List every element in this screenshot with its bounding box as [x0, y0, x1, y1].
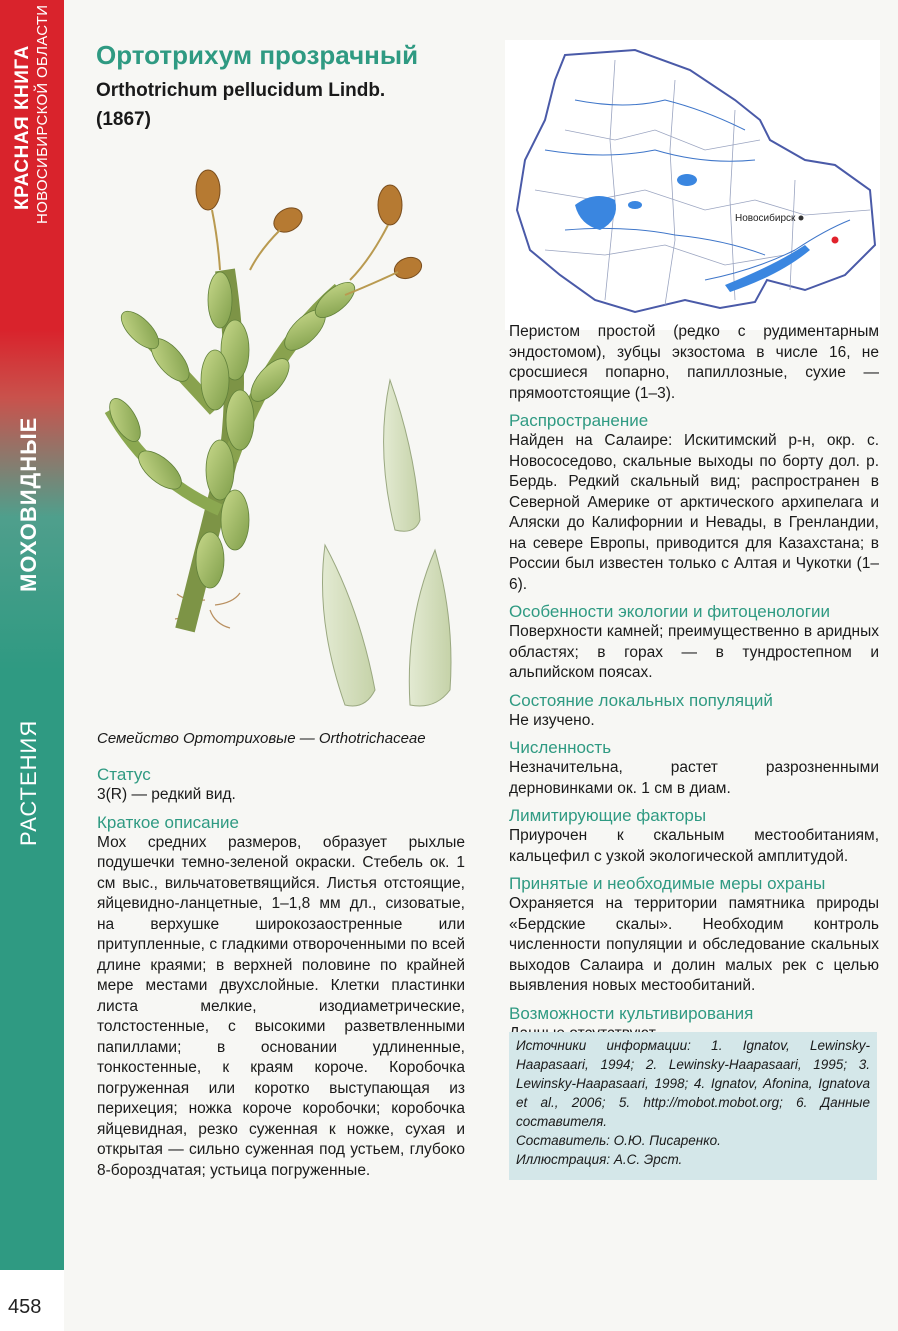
- description-heading: Краткое описание: [97, 812, 239, 832]
- right-column: [509, 322, 879, 1044]
- moss-capsules: [196, 170, 425, 282]
- abundance-text: Незначительна, растет разрозненными дерновинками ок. 1 см в диам.: [509, 759, 879, 797]
- illustration-caption: [97, 730, 426, 747]
- description-continued: Перистом простой (редко с рудиментарным эндостомом), зубцы экзостома в числе 16, не сросшиеся попарно, папиллозные, сухие — прямоотстоящие (1–3).: [509, 323, 879, 402]
- status-text: 3(R) — редкий вид.: [97, 786, 236, 803]
- latin-name: Orthotrichum pellucidum Lindb.: [96, 80, 386, 101]
- page-number: 458: [8, 1296, 42, 1318]
- species-title: Ортотрихум прозрачный: [96, 40, 419, 70]
- sources-box: [509, 1032, 877, 1180]
- distribution-text: Найден на Салаире: Искитимский р-н, окр. с. Новососедово, скальные выходы по борту дол. р. Бердь. Редкий скальный вид; распространен в Северной Америке от арктического архипелага и Аляски до Калифорнии и Невады, в Гренландии, на севере Европы, приводится для Казахстана; в России был известен только с Алтая и Чукотки (1–6).: [509, 432, 879, 593]
- ecology-text: Поверхности камней; преимущественно в аридных областях; в горах — в тундростепном и альпийском поясах.: [509, 623, 879, 681]
- sources-text: Источники информации: 1. Ignatov, Lewinsky-Haapasaari, 1994; 2. Lewinsky-Haapasaari, 1995; 3. Lewinsky-Haapasaari, 1998; 4. Ignatov, Afonina, Ignatova et al., 2006; 5. http://mobot.mobot.org; 6. Данные составителя.: [516, 1038, 870, 1129]
- protection-heading: Принятые и необходимые меры охраны: [509, 874, 826, 893]
- illustrator-text: Иллюстрация: А.С. Эрст.: [516, 1152, 683, 1167]
- population-heading: Состояние локальных популяций: [509, 690, 773, 710]
- region-map: [505, 40, 880, 330]
- locality-marker: [832, 237, 839, 244]
- leaf-details: [323, 380, 452, 706]
- limiting-factors-text: Приурочен к скальным местообитаниям, кальцефил с узкой экологической амплитудой.: [509, 827, 879, 865]
- latin-year: (1867): [96, 109, 151, 130]
- ecology-heading: Особенности экологии и фитоценологии: [509, 602, 830, 621]
- status-heading: Статус: [97, 765, 151, 784]
- kingdom-name: РАСТЕНИЯ: [16, 719, 41, 846]
- moss-illustration: [90, 150, 490, 725]
- book-title: КРАСНАЯ КНИГА: [12, 45, 33, 210]
- limiting-factors-heading: Лимитирующие факторы: [509, 806, 707, 825]
- sidebar: [0, 0, 64, 1331]
- novosibirsk-marker: [799, 216, 804, 221]
- cultivation-heading: Возможности культивирования: [509, 1003, 754, 1023]
- protection-text: Охраняется на территории памятника природы «Бердские скалы». Необходим контроль численности популяции и обследование скальных выходов Салаира и долин малых рек с целью выявления новых местообитаний.: [509, 895, 879, 994]
- city-label: Новосибирск: [735, 213, 796, 224]
- population-text: Не изучено.: [509, 711, 595, 729]
- caption-family-ru: Семейство Ортотриховые —: [97, 730, 319, 747]
- species-latin-name: [96, 76, 496, 134]
- left-column: [97, 764, 465, 1181]
- moss-setae: [212, 210, 398, 295]
- caption-family-latin: Orthotrichaceae: [318, 730, 426, 747]
- description-text: Мох средних размеров, образует рыхлые подушечки темно-зеленой окраски. Стебель ок. 1 см выс., вильчатоветвящийся. Листья отстоящие, яйцевидно-ланцетные, 1–1,8 мм дл., сизоватые, на верхушке широкозаостренные или притупленные, с гладкими отвороченными по всей длине краями; в верхней половине по крайней мере местами двухслойные. Клетки пластинки листа мелкие, изодиаметрические, толстостенные, с высокими разветвленными папиллами; в основании удлиненные, тонкостенные, к краям короче. Коробочка погруженная или коротко выступающая из перихеция; ножка короче коробочки; коробочка яйцевидная, резко суженная к ножке, сухая и открытая — сильно суженная под устьем, глубоко 8-бороздчатая; устьица погруженные.: [97, 833, 465, 1179]
- region-name: НОВОСИБИРСКОЙ ОБЛАСТИ: [34, 4, 51, 224]
- compiler-text: Составитель: О.Ю. Писаренко.: [516, 1133, 721, 1148]
- section-name: МОХОВИДНЫЕ: [16, 416, 41, 592]
- abundance-heading: Численность: [509, 738, 612, 757]
- distribution-heading: Распространение: [509, 411, 649, 430]
